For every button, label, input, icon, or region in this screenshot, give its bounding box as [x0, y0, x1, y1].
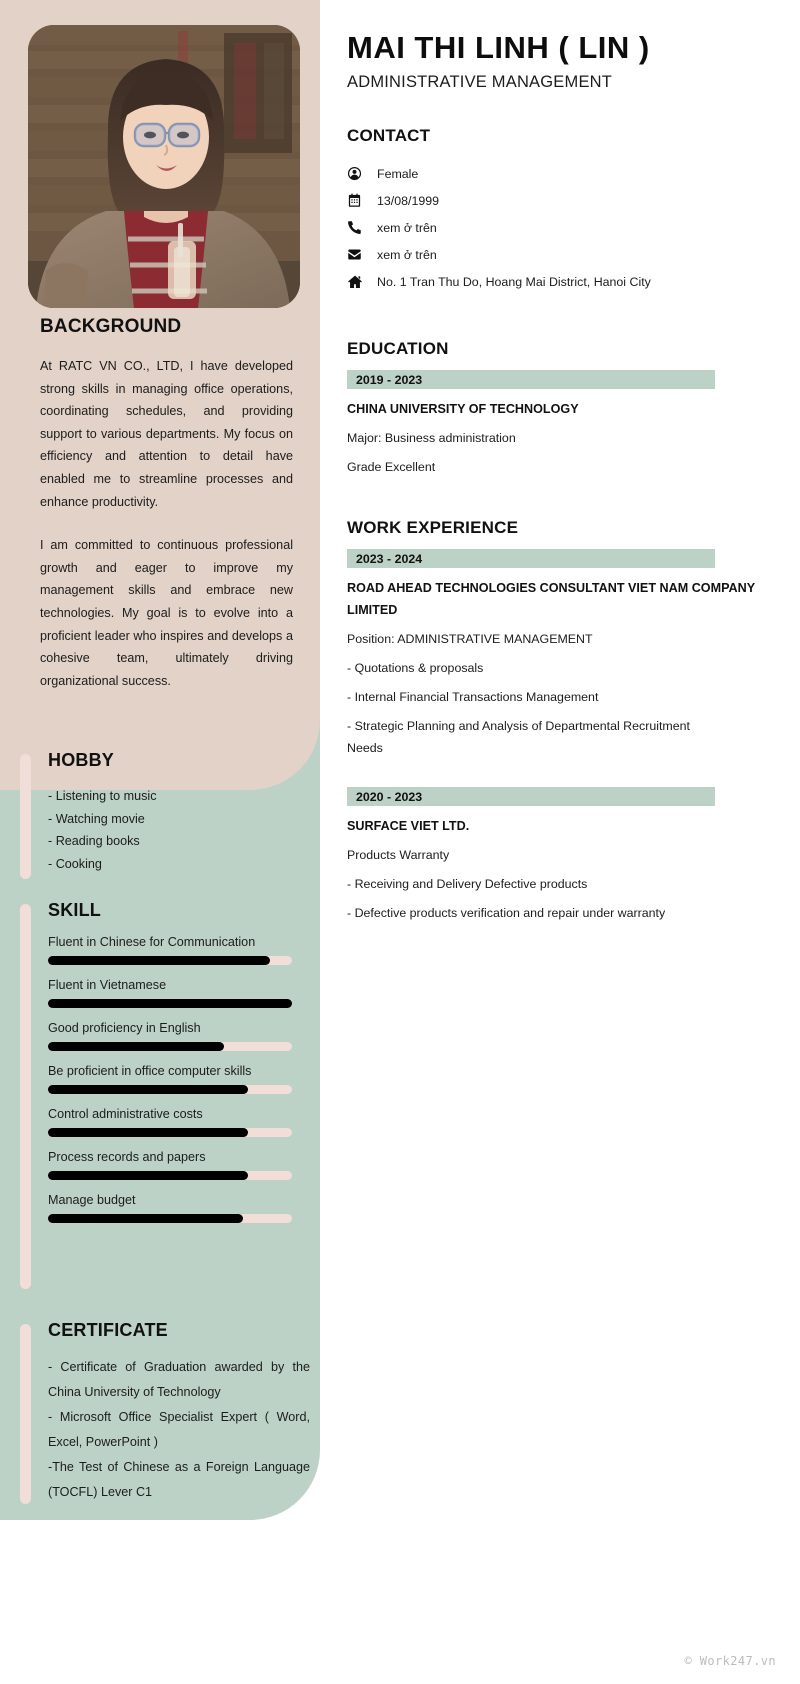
- contact-row-gender: [347, 160, 767, 187]
- accent-pill: [20, 1324, 31, 1504]
- skill-title: SKILL: [48, 900, 101, 920]
- contact-value: xem ở trên: [377, 247, 437, 262]
- skill-bar: [48, 1128, 292, 1137]
- education-school: CHINA UNIVERSITY OF TECHNOLOGY: [347, 402, 579, 416]
- work-period: 2023 - 2024: [347, 549, 715, 568]
- profile-photo-illustration: [28, 25, 300, 308]
- contact-row-address: [347, 268, 767, 295]
- contact-title: CONTACT: [347, 126, 431, 145]
- profile-photo: [28, 25, 300, 308]
- hobby-section: [20, 750, 310, 875]
- skill-label: Control administrative costs: [48, 1107, 203, 1121]
- spacer: [347, 759, 767, 776]
- skill-label: Be proficient in office computer skills: [48, 1064, 252, 1078]
- job-subtitle: ADMINISTRATIVE MANAGEMENT: [347, 73, 613, 91]
- contact-list: [347, 160, 767, 295]
- background-title: BACKGROUND: [40, 316, 182, 337]
- skill-bar: [48, 1085, 292, 1094]
- work-title: WORK EXPERIENCE: [347, 518, 519, 537]
- skill-bar: [48, 1171, 292, 1180]
- work-detail: - Strategic Planning and Analysis of Departmental Recruitment Needs: [347, 719, 690, 755]
- skill-label: Manage budget: [48, 1193, 136, 1207]
- work-detail: - Quotations & proposals: [347, 661, 484, 675]
- work-item: [347, 549, 767, 759]
- contact-row-email: [347, 241, 767, 268]
- skill-label: Fluent in Vietnamese: [48, 978, 167, 992]
- main-content: [347, 0, 767, 924]
- work-item: [347, 787, 767, 924]
- work-detail: - Receiving and Delivery Defective products: [347, 877, 588, 891]
- watermark: © Work247.vn: [684, 1654, 776, 1668]
- certificate-title: CERTIFICATE: [48, 1320, 168, 1340]
- skill-label: Good proficiency in English: [48, 1021, 201, 1035]
- skill-bar: [48, 956, 292, 965]
- skill-bar-fill: [48, 1085, 248, 1094]
- skill-bar-fill: [48, 1214, 243, 1223]
- certificate-item: - Certificate of Graduation awarded by the China University of Technology: [48, 1360, 310, 1399]
- work-company: SURFACE VIET LTD.: [347, 819, 470, 833]
- phone-icon: [347, 220, 377, 235]
- contact-value: No. 1 Tran Thu Do, Hoang Mai District, Hanoi City: [377, 274, 651, 289]
- list-item: - Listening to music: [48, 789, 157, 803]
- skill-bar: [48, 1042, 292, 1051]
- envelope-icon: [347, 247, 377, 262]
- skill-label: Fluent in Chinese for Communication: [48, 935, 256, 949]
- hobby-title: HOBBY: [48, 750, 115, 770]
- certificate-section: [20, 1320, 310, 1505]
- list-item: - Cooking: [48, 856, 102, 871]
- background-paragraph: I am committed to continuous professional growth and eager to improve my management skills and embrace new technologies. My goal is to evolve into a proficient leader who inspires and develops a cohesive team, ultimately driving organizational success.: [40, 538, 293, 688]
- home-icon: [347, 274, 377, 290]
- contact-value: 13/08/1999: [377, 193, 440, 208]
- education-title: EDUCATION: [347, 339, 449, 358]
- contact-row-phone: [347, 214, 767, 241]
- skill-bar: [48, 1214, 292, 1223]
- skill-bar-fill: [48, 1171, 248, 1180]
- accent-pill: [20, 904, 31, 1289]
- skill-bar-fill: [48, 999, 292, 1008]
- contact-value: xem ở trên: [377, 220, 437, 235]
- background-section: [40, 316, 293, 692]
- skill-bar-fill: [48, 1042, 224, 1051]
- calendar-icon: [347, 193, 377, 208]
- list-item: - Reading books: [48, 834, 140, 848]
- certificate-item: - Microsoft Office Specialist Expert ( Word, Excel, PowerPoint ): [48, 1410, 310, 1449]
- education-period: 2019 - 2023: [347, 370, 715, 389]
- page-title: MAI THI LINH ( LIN ): [347, 30, 650, 65]
- work-period: 2020 - 2023: [347, 787, 715, 806]
- contact-row-birthdate: [347, 187, 767, 214]
- work-detail: Products Warranty: [347, 848, 450, 862]
- skill-bar-fill: [48, 1128, 248, 1137]
- skill-label: Process records and papers: [48, 1150, 206, 1164]
- work-company: ROAD AHEAD TECHNOLOGIES CONSULTANT VIET NAM COMPANY LIMITED: [347, 581, 755, 617]
- background-paragraph: At RATC VN CO., LTD, I have developed strong skills in managing office operations, coordinating schedules, and providing support to various departments. My focus on efficiency and attention to detail have enabled me to streamline processes and enhance productivity.: [40, 359, 293, 509]
- education-detail: Grade Excellent: [347, 460, 436, 474]
- education-detail: Major: Business administration: [347, 431, 516, 445]
- contact-value: Female: [377, 166, 419, 181]
- accent-pill: [20, 754, 31, 879]
- skill-bar-fill: [48, 956, 270, 965]
- work-detail: - Internal Financial Transactions Management: [347, 690, 599, 704]
- certificate-item: -The Test of Chinese as a Foreign Language (TOCFL) Lever C1: [48, 1460, 310, 1499]
- person-icon: [347, 166, 377, 181]
- left-sidebar: [0, 0, 320, 1684]
- list-item: - Watching movie: [48, 811, 145, 826]
- skill-section: [20, 900, 310, 1223]
- work-detail: Position: ADMINISTRATIVE MANAGEMENT: [347, 632, 593, 646]
- work-detail: - Defective products verification and repair under warranty: [347, 906, 666, 920]
- skill-bar: [48, 999, 292, 1008]
